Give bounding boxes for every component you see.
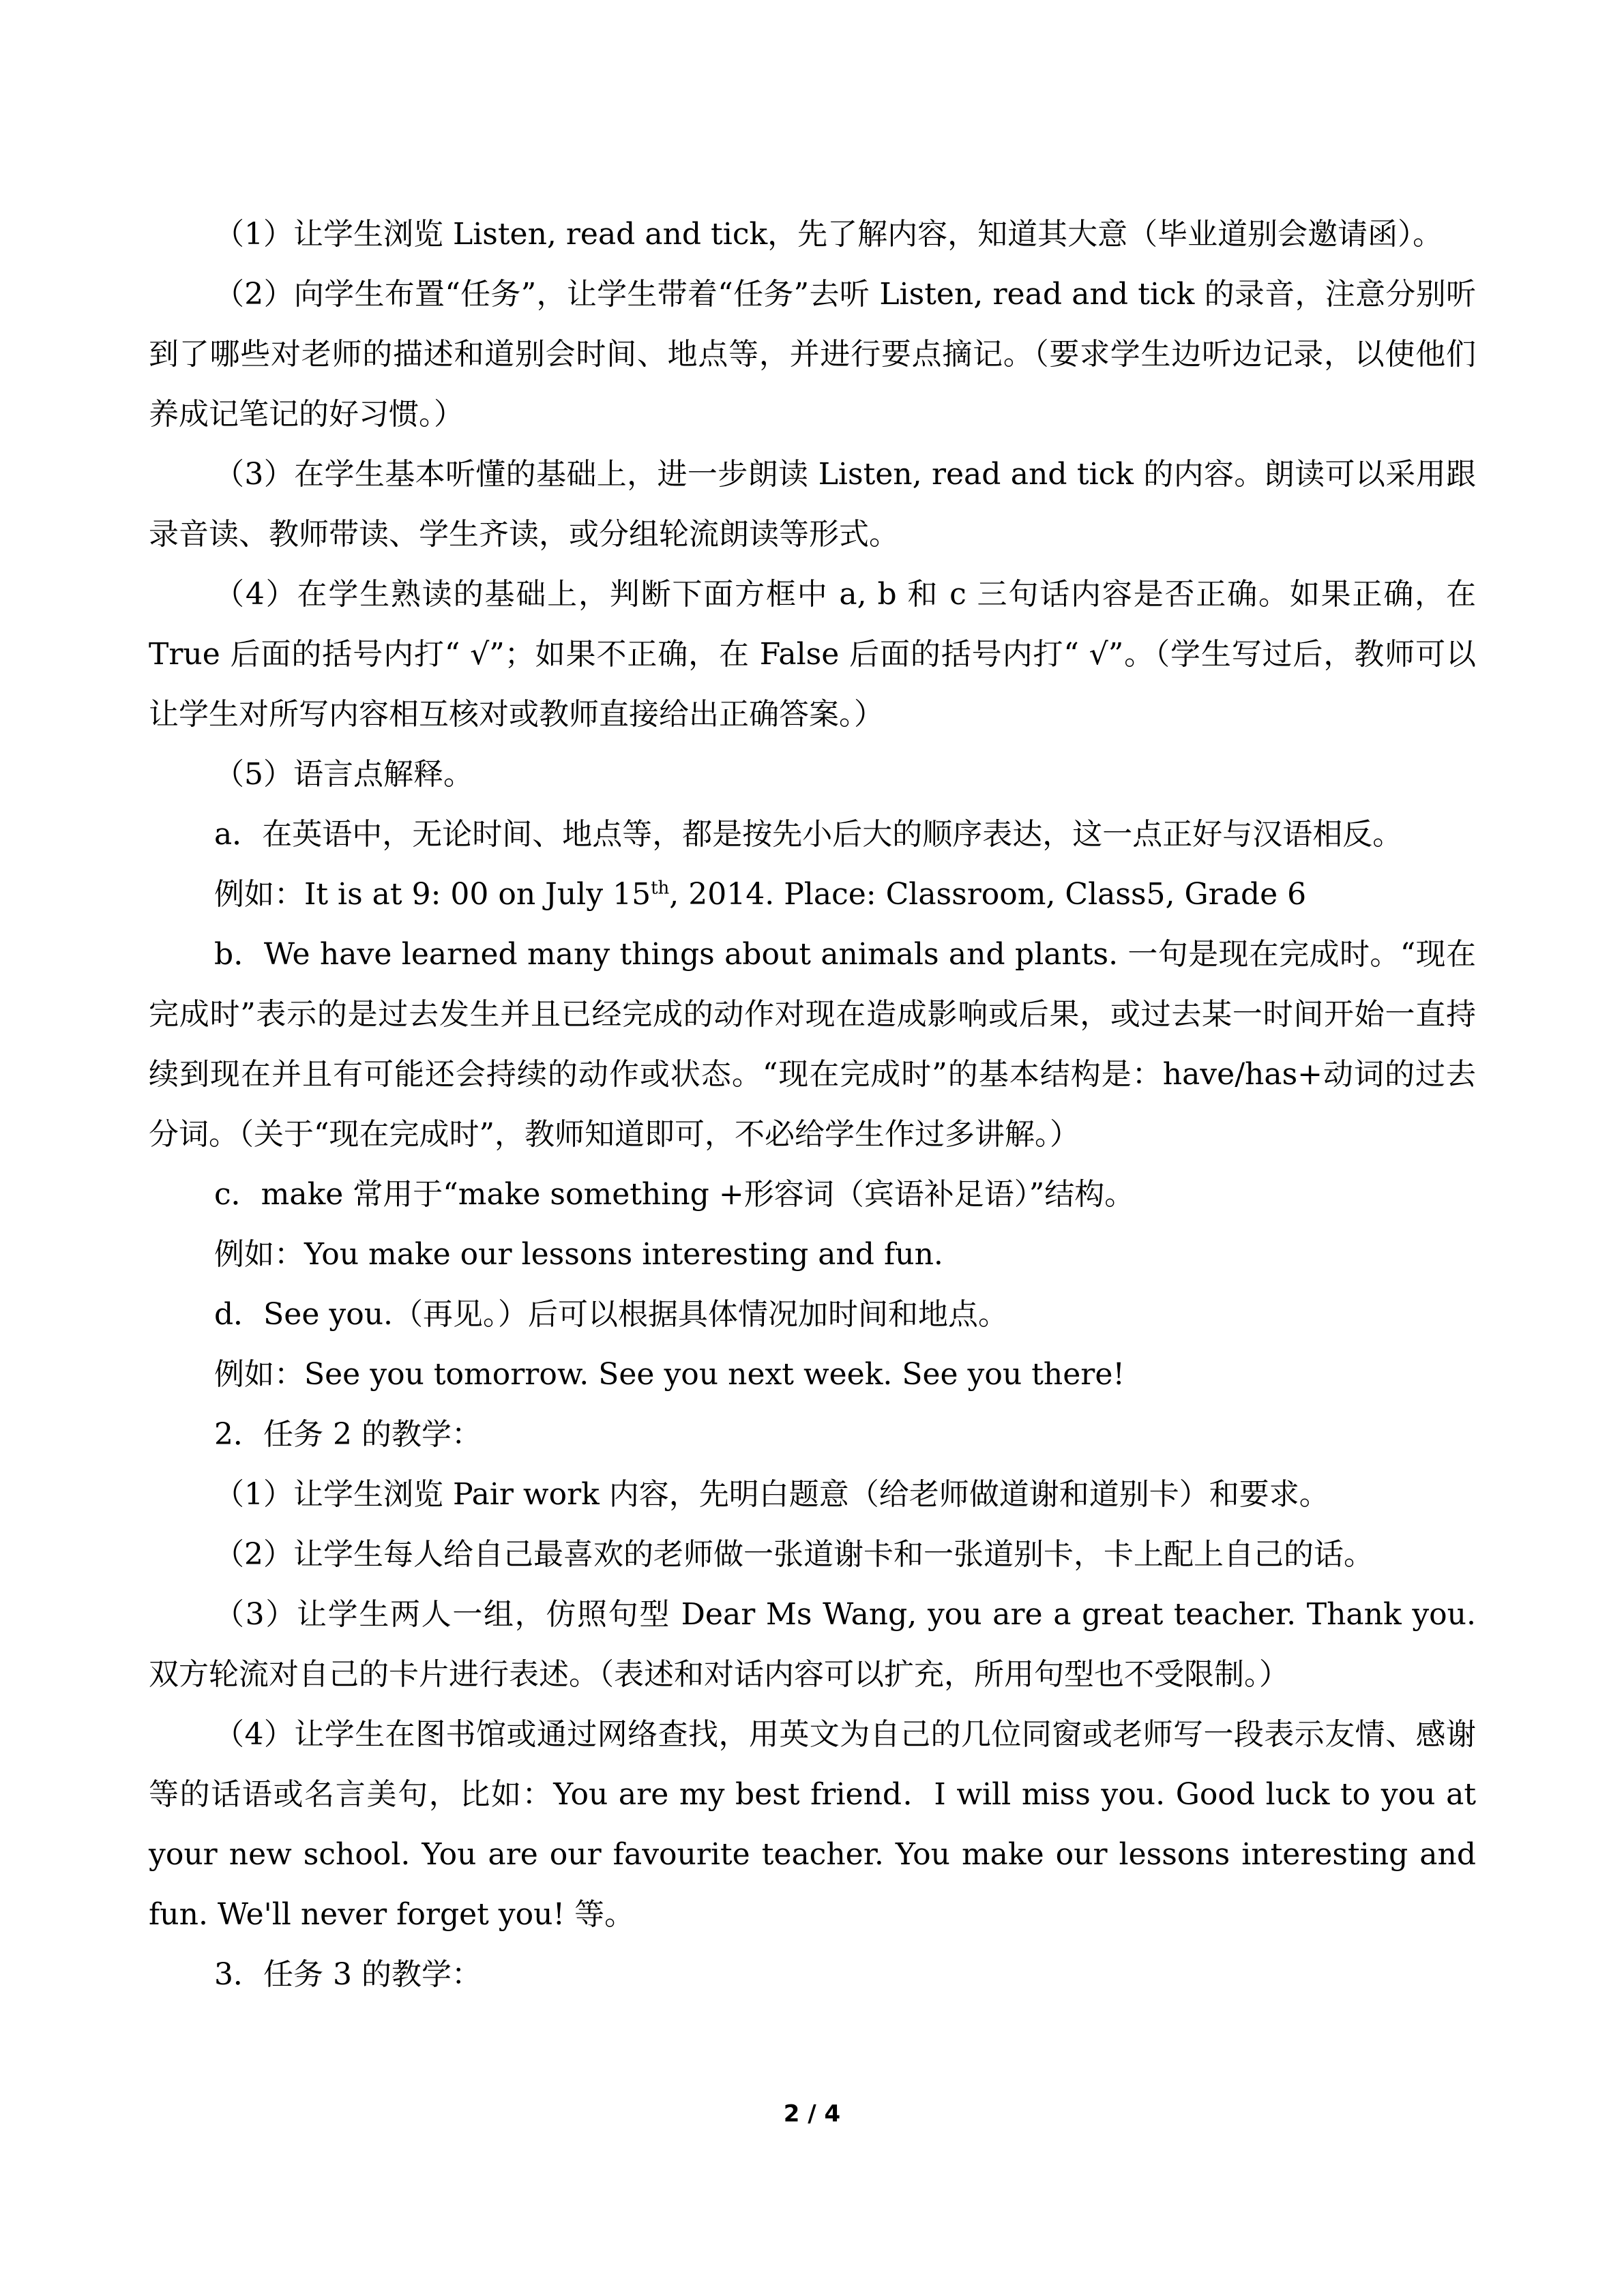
paragraph: a．在英语中，无论时间、地点等，都是按先小后大的顺序表达，这一点正好与汉语相反。 xyxy=(214,817,1403,852)
paragraph: 例如：See you tomorrow. See you next week. See you there! xyxy=(214,1357,1125,1392)
paragraph: （3）在学生基本听懂的基础上，进一步朗读 Listen, read and tick 的内容。朗读可以采用跟录音读、教师带读、学生齐读，或分组轮流朗读等形式。 xyxy=(149,457,1476,552)
paragraph: d．See you.（再见。）后可以根据具体情况加时间和地点。 xyxy=(214,1297,1009,1332)
paragraph: b．We have learned many things about animals and plants. 一句是现在完成时。“现在完成时”表示的是过去发生并且已经完成的动作对现在造成影响或后果，或过去某一时间开始一直持续到现在并且有可能还会持续的动作或状态。“现在完成时”的基本结构是：have/has+动词的过去分词。（关于“现在完成时”，教师知道即可，不必给学生作过多讲解。） xyxy=(149,937,1476,1152)
example-date-before: 例如：It is at 9: 00 on July 15 xyxy=(214,877,651,912)
section-heading: 3．任务 3 的教学： xyxy=(214,1957,482,1992)
ordinal-suffix: th xyxy=(651,878,670,899)
document-body xyxy=(149,205,1476,2005)
paragraph: c．make 常用于“make something +形容词（宾语补足语）”结构。 xyxy=(214,1177,1135,1212)
example-date-line xyxy=(149,865,1476,925)
paragraph: （1）让学生浏览 Listen, read and tick，先了解内容，知道其大意（毕业道别会邀请函）。 xyxy=(214,217,1443,252)
example-date-after: , 2014. Place: Classroom, Class5, Grade 6 xyxy=(669,877,1307,912)
paragraph: （4）在学生熟读的基础上，判断下面方框中 a, b 和 c 三句话内容是否正确。如果正确，在 True 后面的括号内打“ √”；如果不正确，在 False 后面的括号内打“ √”。（学生写过后，教师可以让学生对所写内容相互核对或教师直接给出正确答案。） xyxy=(149,577,1476,732)
paragraph: （5）语言点解释。 xyxy=(214,757,473,792)
paragraph: （3）让学生两人一组，仿照句型 Dear Ms Wang, you are a great teacher. Thank you. 双方轮流对自己的卡片进行表述。（表述和对话内容可以扩充，所用句型也不受限制。） xyxy=(149,1597,1476,1692)
page-number: 2 / 4 xyxy=(783,2100,841,2128)
paragraph: （4）让学生在图书馆或通过网络查找，用英文为自己的几位同窗或老师写一段表示友情、感谢等的话语或名言美句，比如：You are my best friend．I will miss you. Good luck to you at your new school. You are our favourite teacher. You make our lessons interesting and fun. We'll never forget you! 等。 xyxy=(149,1717,1476,1932)
paragraph: 例如：You make our lessons interesting and fun. xyxy=(214,1237,943,1272)
section-heading: 2．任务 2 的教学： xyxy=(214,1417,482,1452)
paragraph: （2）向学生布置“任务”，让学生带着“任务”去听 Listen, read and tick 的录音，注意分别听到了哪些对老师的描述和道别会时间、地点等，并进行要点摘记。（要求学生边听边记录，以使他们养成记笔记的好习惯。） xyxy=(149,277,1476,432)
paragraph: （2）让学生每人给自己最喜欢的老师做一张道谢卡和一张道别卡，卡上配上自己的话。 xyxy=(214,1537,1374,1572)
paragraph: （1）让学生浏览 Pair work 内容，先明白题意（给老师做道谢和道别卡）和要求。 xyxy=(214,1477,1329,1512)
